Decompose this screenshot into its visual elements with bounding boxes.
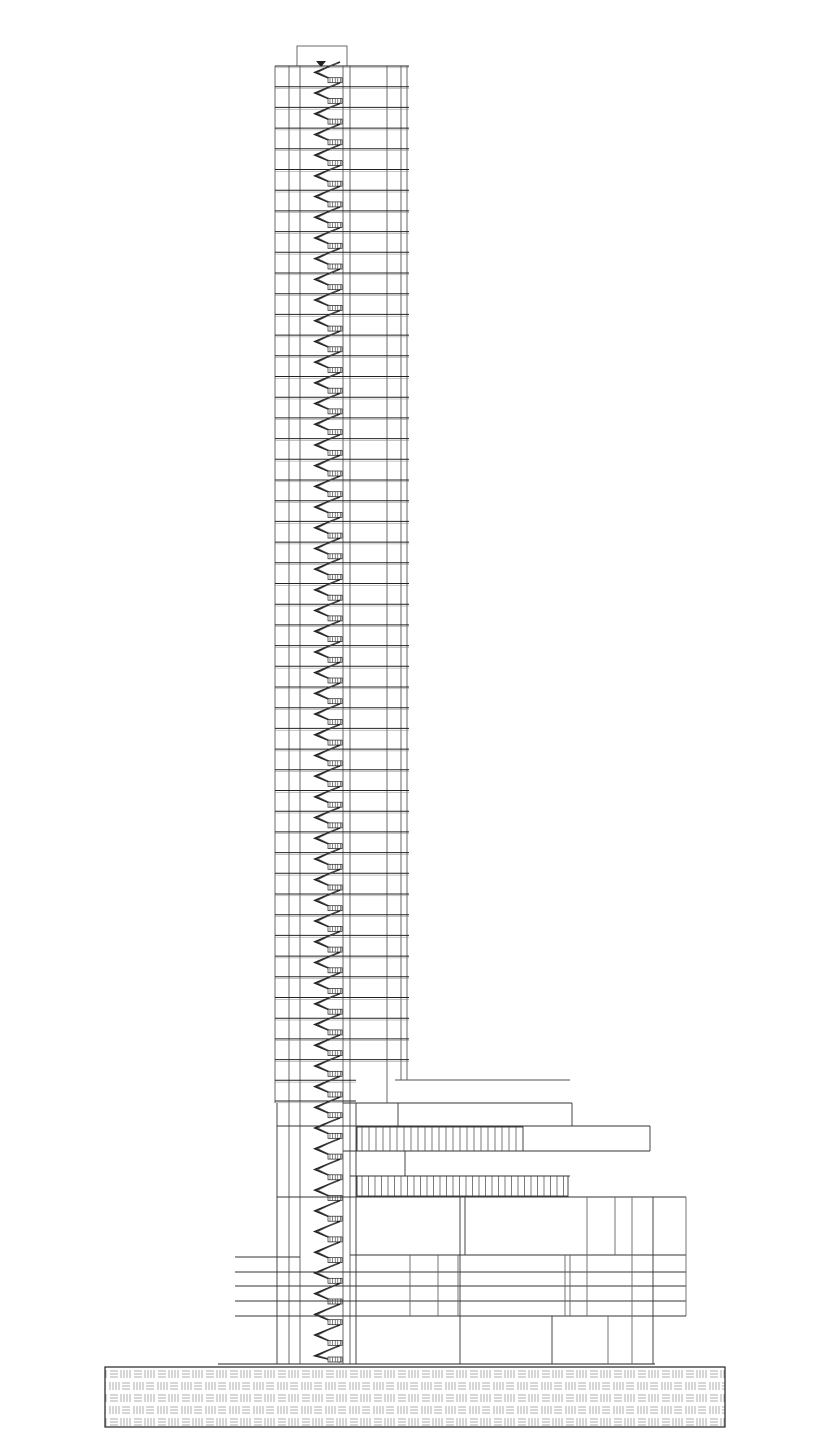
stair-landing <box>328 1092 342 1097</box>
stair-landing <box>328 761 342 766</box>
stair-landing <box>328 657 342 662</box>
stair-landing <box>328 533 342 538</box>
stair-landing <box>328 119 342 124</box>
stair-landing <box>328 782 342 787</box>
stair-landing <box>328 554 342 559</box>
stair-landing <box>328 512 342 517</box>
stair-landing <box>328 1030 342 1035</box>
stair-landing <box>328 844 342 849</box>
stair-landing <box>328 450 342 455</box>
podium-louvres <box>362 1127 564 1196</box>
stair-landing <box>328 161 342 166</box>
stair-landing <box>328 368 342 373</box>
stair-landing <box>328 1237 342 1242</box>
stair-landing <box>328 678 342 683</box>
stair-landing <box>328 1071 342 1076</box>
ground-foundation <box>105 1364 725 1427</box>
stair-landing <box>328 595 342 600</box>
stair-landing <box>328 471 342 476</box>
stair-landing <box>328 98 342 103</box>
stair-landing <box>328 430 342 435</box>
stair-landing <box>328 989 342 994</box>
stair-landing <box>328 409 342 414</box>
podium-block <box>235 1080 686 1364</box>
stair-landing <box>328 1258 342 1263</box>
stair-landing <box>328 885 342 890</box>
stair-landing <box>328 347 342 352</box>
stair-landing <box>328 575 342 580</box>
stair-landing <box>328 1051 342 1056</box>
stair-landing <box>328 1009 342 1014</box>
stair-landing <box>328 1154 342 1159</box>
stair-landing <box>328 1113 342 1118</box>
stair-landing <box>328 926 342 931</box>
stair-landing <box>328 1196 342 1201</box>
stair-landing <box>328 285 342 290</box>
stair-landing <box>328 968 342 973</box>
stair-landing <box>328 947 342 952</box>
stair-core <box>315 61 342 1362</box>
stair-landing <box>328 181 342 186</box>
stair-landing <box>328 1320 342 1325</box>
tower-columns <box>275 66 407 1364</box>
stair-landing <box>328 326 342 331</box>
stair-landing <box>328 202 342 207</box>
stair-landing <box>328 1175 342 1180</box>
stair-landing <box>328 1340 342 1345</box>
stair-landing <box>328 864 342 869</box>
stair-landing <box>328 802 342 807</box>
stair-landing <box>328 906 342 911</box>
stair-landing <box>328 1133 342 1138</box>
stair-landing <box>328 223 342 228</box>
stair-landing <box>328 492 342 497</box>
stair-landing <box>328 1357 342 1362</box>
stair-landing <box>328 243 342 248</box>
stair-landing <box>328 1216 342 1221</box>
stair-landing <box>328 699 342 704</box>
stair-landing <box>328 78 342 83</box>
stair-landing <box>328 823 342 828</box>
stair-landing <box>328 1278 342 1283</box>
stair-landing <box>328 140 342 145</box>
stair-landing <box>328 719 342 724</box>
stair-landing <box>328 1299 342 1304</box>
stair-landing <box>328 637 342 642</box>
stair-landing <box>328 264 342 269</box>
stair-landing <box>328 740 342 745</box>
stair-landing <box>328 305 342 310</box>
stair-landing <box>328 388 342 393</box>
stair-landing <box>328 616 342 621</box>
